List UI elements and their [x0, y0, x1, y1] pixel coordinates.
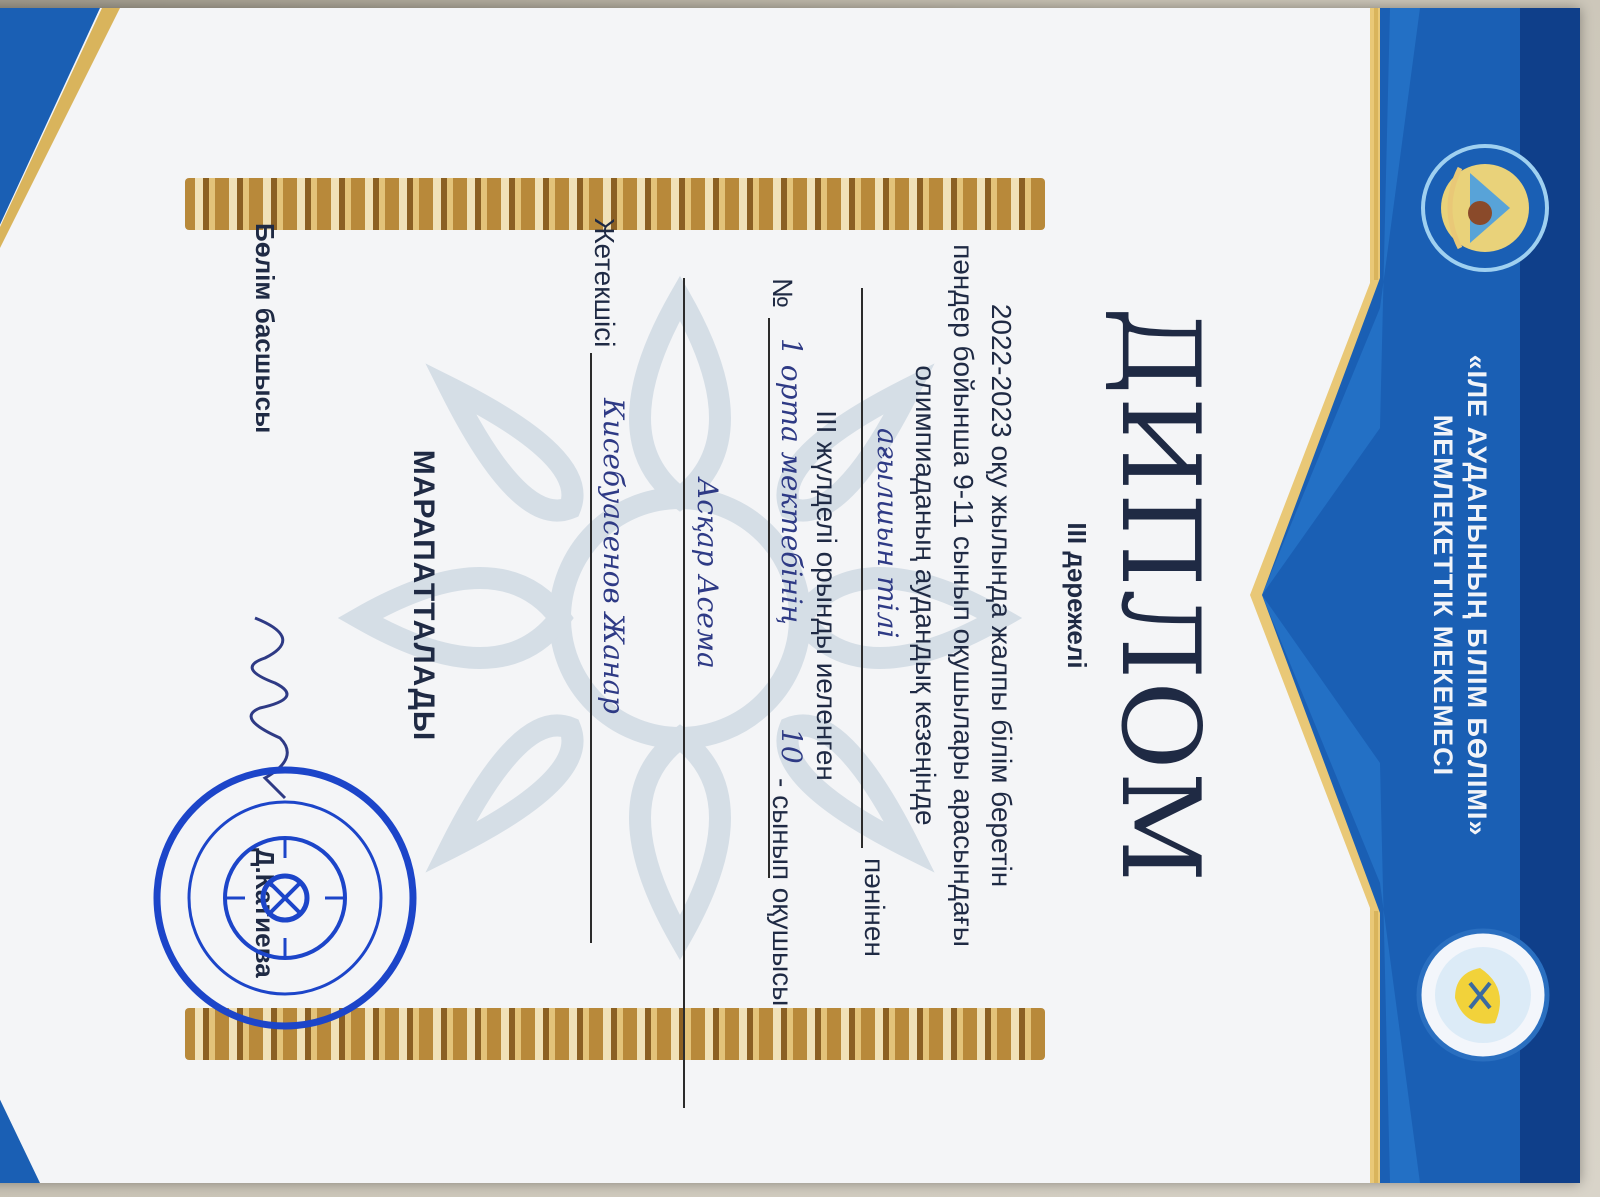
header-line-2: МЕМЛЕКЕТТІК МЕКЕМЕСІ [1428, 414, 1458, 777]
body-line-3: олимпиаданың аудандық кезеңінде [910, 365, 941, 826]
subject-suffix: пәнінен [859, 858, 890, 957]
student-name-handwritten: Асқар Асема [691, 478, 724, 669]
position-label: Бөлім басшысы [250, 223, 280, 434]
student-rule [683, 278, 685, 1108]
diploma-content [0, 8, 1580, 1183]
signatory-name: Д.Катиева [250, 848, 280, 978]
header-line-1: «ІЛЕ АУДАНЫНЫҢ БІЛІМ БӨЛІМІ» [1462, 354, 1492, 837]
number-prefix: № [767, 278, 798, 309]
body-line-1: 2022-2023 оқу жылында жалпы білім беретін [986, 303, 1017, 888]
body-line-2: пәндер бойынша 9-11 сынып оқушылары арасындағы [948, 244, 979, 947]
class-number-handwritten: 10 [775, 728, 808, 764]
award-label: МАРАПАТТАЛАДЫ [407, 449, 440, 742]
almaty-education-emblem [1415, 928, 1550, 1063]
supervisor-rule [590, 353, 592, 943]
class-suffix: - сынып оқушысы [767, 778, 798, 1007]
official-stamp [150, 763, 420, 1033]
supervisor-label: Жетекшісі [589, 218, 620, 348]
diploma-title: ДИПЛОМ [1097, 306, 1222, 885]
subject-rule [861, 288, 863, 848]
bottom-ribbon [0, 8, 160, 1183]
place-line: ІІІ жүлделі орынды иеленген [811, 410, 842, 781]
degree-label: ІІІ дәрежелі [1062, 522, 1092, 669]
subject-handwritten: ағылшын тілі [871, 428, 904, 639]
school-handwritten: 1 орта мектебінің [775, 338, 808, 625]
ile-district-emblem [1420, 143, 1550, 273]
supervisor-name-handwritten: Кисебуасенов Жанар [597, 398, 630, 714]
diploma-paper [0, 8, 1580, 1183]
